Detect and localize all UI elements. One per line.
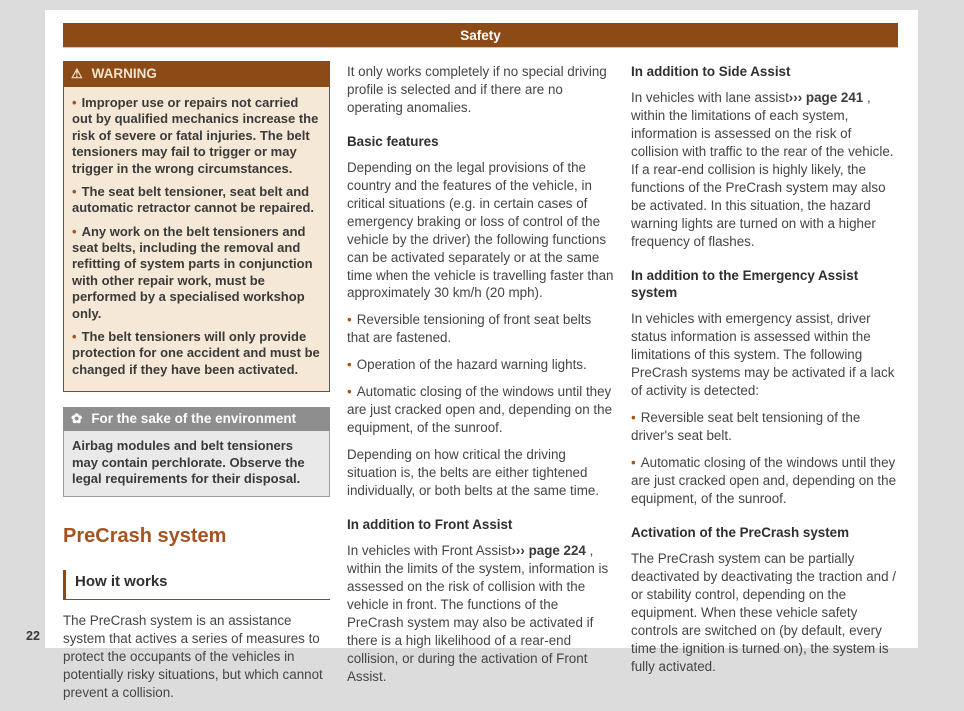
environment-box-body	[63, 431, 330, 497]
heading-side-assist: In addition to Side Assist	[631, 64, 791, 79]
warning-bullet-text: Improper use or repairs not carried out by qualified mechanics increase the risk of severe or fatal injuries. The belt tensioners may fail to trigger or may trigger in the wrong circumstances.	[72, 95, 319, 176]
subsection-title-how-it-works: How it works	[63, 570, 330, 600]
warning-bullet-item	[72, 224, 321, 322]
bullet-text: Reversible seat belt tensioning of the driver's seat belt.	[631, 410, 861, 444]
bullet-icon: •	[72, 95, 77, 111]
environment-box	[63, 407, 330, 497]
document-page	[45, 10, 918, 700]
bullet-text: Automatic closing of the windows until they are just cracked open and, depending on the equipment, of the sunroof.	[347, 384, 613, 436]
page-reference-241: ››› page 241	[788, 89, 864, 105]
environment-box-title: For the sake of the environment	[91, 411, 297, 427]
column-middle	[347, 61, 614, 711]
paragraph-text: , within the limits of the system, information is assessed on the risk of collision with the vehicle in front. The functions of the PreCrash system may also be activated if there is a high likelihood of a rear-end collision, or during the activation of Front Assist.	[347, 542, 609, 684]
paragraph-front-assist	[347, 542, 614, 686]
column-left	[63, 61, 330, 711]
warning-bullet-item	[72, 184, 321, 217]
flower-icon: ✿	[71, 411, 83, 427]
bullet-text: Automatic closing of the windows until they are just cracked open and, depending on the equipment, of the sunroof.	[631, 455, 897, 507]
heading-activation: Activation of the PreCrash system	[631, 524, 850, 540]
paragraph-side-assist	[631, 89, 898, 251]
bullet-icon: •	[631, 455, 636, 471]
section-title-precrash-system: PreCrash system	[63, 525, 227, 548]
bullet-text: Reversible tensioning of front seat belts that are fastened.	[347, 312, 592, 346]
warning-box-body	[63, 87, 330, 392]
paragraph-activation: The PreCrash system can be partially deactivated by deactivating the traction and / or stability control, depending on the equipment. When these vehicle safety controls are switched on (by default, every time the ignition is turned on), the system is fully activated.	[631, 550, 897, 674]
bullet-item	[347, 311, 614, 347]
page-number: 22	[26, 629, 40, 643]
bullet-item	[347, 356, 614, 374]
paragraph-how-it-works: The PreCrash system is an assistance system that actives a series of measures to protect the occupants of the vehicles in potentially risky situations, but which cannot prevent a collision.	[63, 613, 323, 700]
paragraph-basic-features: Depending on the legal provisions of the country and the features of the vehicle, in critical situations (e.g. in certain cases of emergency braking or loss of control of the vehicle by the driver) the following functions can be activated separately or at the same time when the vehicle is travelling faster than approximately 30 km/h (20 mph).	[347, 159, 614, 301]
bullet-item	[631, 409, 898, 445]
warning-box-header	[63, 61, 330, 87]
paragraph-belts-tightened: Depending on how critical the driving situation is, the belts are either tightened individually, or both belts at the same time.	[347, 447, 600, 499]
column-right	[631, 61, 898, 711]
warning-bullet-text: The seat belt tensioner, seat belt and automatic retractor cannot be repaired.	[72, 183, 315, 216]
heading-emergency-assist: In addition to the Emergency Assist system	[631, 267, 859, 301]
warning-triangle-icon: ⚠	[71, 66, 83, 82]
bullet-icon: •	[347, 357, 352, 373]
paragraph-text: In vehicles with lane assist	[631, 89, 789, 105]
bullet-item	[347, 383, 614, 437]
bullet-item	[631, 454, 898, 508]
environment-box-text: Airbag modules and belt tensioners may contain perchlorate. Observe the legal requirements for their disposal.	[72, 438, 305, 486]
bullet-icon: •	[72, 328, 77, 344]
warning-bullet-item	[72, 329, 321, 378]
page-header-bar	[63, 23, 898, 48]
environment-box-header	[63, 407, 330, 431]
paragraph-intro: It only works completely if no special driving profile is selected and if there are no operating anomalies.	[347, 64, 607, 115]
warning-bullet-item	[72, 95, 321, 177]
warning-box-title: WARNING	[91, 66, 157, 81]
warning-bullet-text: The belt tensioners will only provide protection for one accident and must be changed if they have been activated.	[72, 328, 320, 377]
bullet-icon: •	[631, 410, 636, 426]
heading-front-assist: In addition to Front Assist	[347, 517, 513, 533]
bullet-icon: •	[347, 384, 352, 400]
paragraph-text: , within the limitations of each system, information is assessed on the risk of collision with traffic to the rear of the vehicle. If a rear-end collision is highly likely, the functions of the PreCrash system may also be activated. In this situation, the hazard warning lights are turned on with a higher frequency of flashes.	[631, 89, 894, 249]
bullet-text: Operation of the hazard warning lights.	[356, 357, 587, 373]
heading-basic-features: Basic features	[347, 133, 439, 149]
content-columns	[63, 61, 898, 711]
paragraph-emergency-assist: In vehicles with emergency assist, driver status information is assessed within the limitations of this system. The following PreCrash systems may be activated if a lack of activity is detected:	[631, 311, 895, 399]
bullet-icon: •	[72, 183, 77, 199]
warning-bullet-text: Any work on the belt tensioners and seat belts, including the removal and refitting of system parts in conjunction with other repair work, must be performed by a specialised workshop only.	[72, 223, 313, 321]
paragraph-text: In vehicles with Front Assist	[347, 542, 512, 558]
warning-box	[63, 61, 330, 392]
page-header-title: Safety	[460, 27, 501, 43]
page-reference-224: ››› page 224	[511, 542, 586, 558]
bullet-icon: •	[72, 223, 77, 239]
bullet-icon: •	[347, 312, 352, 328]
